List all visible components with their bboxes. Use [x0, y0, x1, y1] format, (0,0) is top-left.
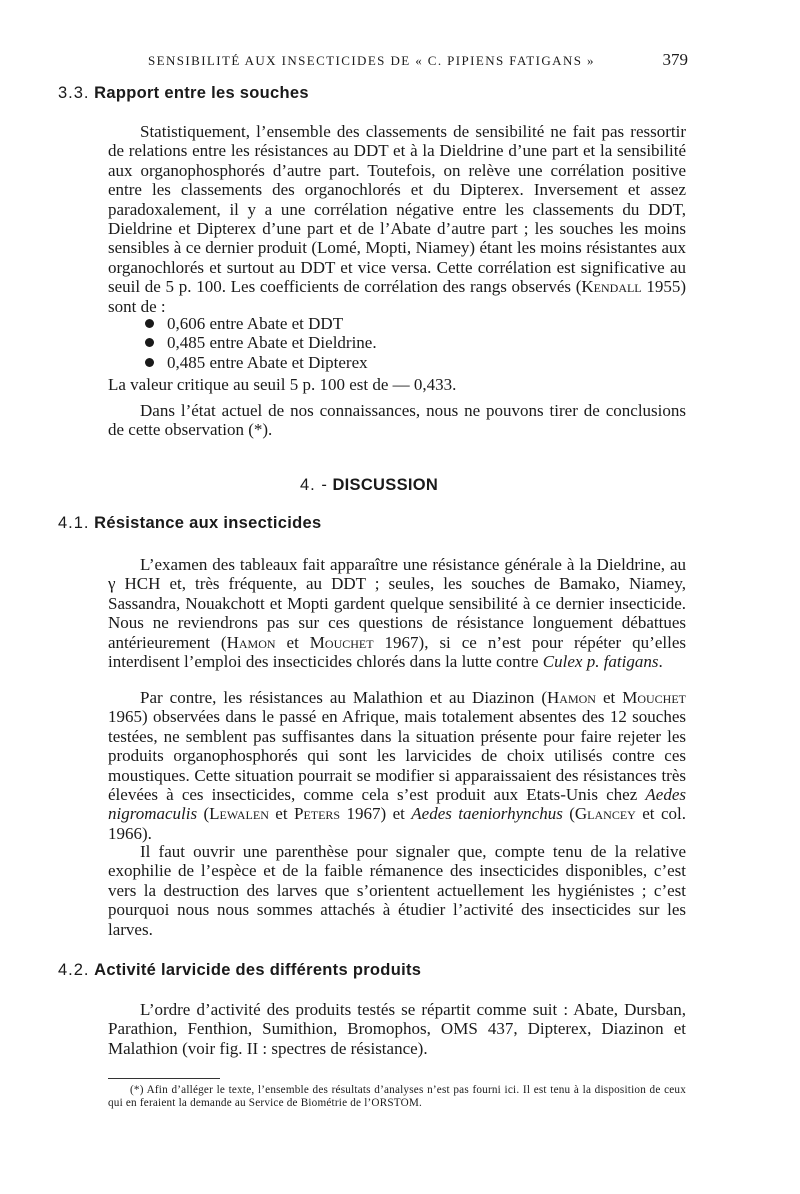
section-number: 4. - — [300, 476, 328, 494]
author-name: Peters — [293, 804, 341, 824]
author-name: Mouchet — [309, 632, 374, 652]
text-run: 1955) sont de : — [108, 277, 687, 316]
text-run: Par contre, les résistances au Malathion et au Diazinon ( — [140, 688, 548, 707]
text-run: L’examen des tableaux fait apparaître une résistance générale à la Dieldrine, au γ HCH et, très fréquente, au DDT ; seules, les souches de Bamako, Niamey, Sassandra, Nouakchott et Mopti gardent quelque sensibilité à ce dernier insecticide. Nous ne reviendrons pas sur ces questions de résistance longuement débattues antérieurement ( — [108, 555, 686, 652]
running-header — [148, 52, 688, 72]
text-run: et — [275, 632, 310, 652]
running-title: SENSIBILITÉ AUX INSECTICIDES DE « C. PIPIENS FATIGANS » — [148, 53, 595, 68]
list-item-text: 0,606 entre Abate et DDT — [167, 314, 344, 333]
species-name: Culex p. fatigans — [542, 652, 659, 672]
author-name: Hamon — [226, 632, 276, 652]
list-item-text: 0,485 entre Abate et Dieldrine. — [167, 333, 377, 353]
text-run: et — [268, 804, 294, 824]
section-title: Rapport entre les souches — [94, 84, 309, 102]
footnote: (*) Afin d’alléger le texte, l’ensemble des résultats d’analyses n’est pas fourni ici. Il est tenu à la disposition de ceux qui en feraient la demande au Service de Biométrie de l’ORSTOM. — [108, 1084, 686, 1110]
list-item-text: 0,485 entre Abate et Dipterex — [167, 352, 368, 372]
section-number: 4.2. — [58, 961, 90, 979]
paragraph-conclusion: Dans l’état actuel de nos connaissances, nous ne pouvons tirer de conclusions de cette observation (*). — [108, 401, 686, 440]
section-number: 3.3. — [58, 84, 90, 102]
author-name: Mouchet — [622, 688, 686, 707]
critical-value-line: La valeur critique au seuil 5 p. 100 est de — 0,433. — [108, 375, 457, 394]
page-number: 379 — [662, 50, 688, 69]
correlation-coefficient-list — [145, 314, 377, 372]
author-name: Glancey — [574, 804, 636, 824]
text-run: et — [595, 688, 623, 707]
section-number: 4.1. — [58, 514, 90, 532]
paragraph-insecticide-resistance — [108, 555, 686, 671]
section-4-heading — [300, 476, 438, 495]
text-run: Statistiquement, l’ensemble des classements de sensibilité ne fait pas ressortir de relations entre les résistances au DDT et à la Dieldrine d’une part et la sensibilité aux organophosphorés d’autre part. Toutefois, on relève une corrélation positive entre les classements des organochlorés et du Dipterex. Inversement et assez paradoxalement, il y a une corrélation négative entre les classements du DDT, Dieldrine et Dipterex d’une part et de l’Abate d’autre part ; les souches les moins sensibles à ce dernier produit (Lomé, Mopti, Niamey) étant les moins résistantes aux organochlorés et surtout au DDT et vice versa. Cette corrélation est significative au seuil de 5 p. 100. Les coefficients de corrélation des rangs observés ( — [108, 122, 686, 297]
paragraph-larvicide-activity: L’ordre d’activité des produits testés se répartit comme suit : Abate, Dursban, Parathion, Fenthion, Sumithion, Bromophos, OMS 437, Dipterex, Diazinon et Malathion (voir fig. II : spectres de résistance). — [108, 1000, 686, 1058]
text-run: 1967) et — [340, 804, 412, 824]
bullet-icon — [145, 319, 154, 328]
author-name: Lewalen — [209, 804, 269, 824]
list-item — [145, 353, 377, 372]
author-name: Hamon — [547, 688, 596, 707]
bullet-icon — [145, 358, 154, 367]
species-name: Aedes nigromaculis — [108, 785, 686, 824]
text-run: ( — [562, 804, 575, 824]
paragraph-organophosphate-resistance — [108, 688, 686, 843]
section-4-1-heading — [58, 514, 321, 533]
section-3-3-heading — [58, 84, 309, 103]
section-title: Résistance aux insecticides — [94, 514, 322, 532]
text-run: et col. 1966). — [108, 804, 686, 843]
text-run: ( — [197, 804, 210, 824]
list-item — [145, 314, 377, 333]
bullet-icon — [145, 338, 154, 347]
text-run: . — [658, 652, 663, 672]
section-4-2-heading — [58, 961, 421, 980]
text-run: 1965) observées dans le passé en Afrique, mais totalement absentes des 12 souches testées, ne semblent pas suffisantes dans la situation présente pour faire rejeter les produits organophosphorés qui sont les larvicides de choix utilisés contre ces moustiques. Cette situation pourrait se modifier si apparaissaient des résistances très élevées à ces insecticides, comme cela s’est produit aux Etats-Unis chez — [108, 707, 686, 805]
section-title: Activité larvicide des différents produits — [94, 961, 422, 979]
list-item — [145, 333, 377, 352]
section-title: DISCUSSION — [332, 476, 439, 494]
species-name: Aedes taeniorhynchus — [411, 804, 563, 824]
footnote-divider — [108, 1078, 220, 1079]
text-run: 1967), si ce n’est pour répéter qu’elles interdisent l’emploi des insecticides chlorés dans la lutte contre — [108, 632, 686, 672]
paragraph-strain-correlation — [108, 122, 686, 316]
author-name: Kendall — [581, 277, 642, 297]
paragraph-larvae-focus: Il faut ouvrir une parenthèse pour signaler que, compte tenu de la relative exophilie de l’espèce et de la faible rémanence des insecticides disponibles, c’est vers la destruction des larves que s’orientent actuellement les hygiénistes ; c’est pourquoi nous nous sommes attachés à étudier l’activité des insecticides sur les larves. — [108, 842, 686, 939]
